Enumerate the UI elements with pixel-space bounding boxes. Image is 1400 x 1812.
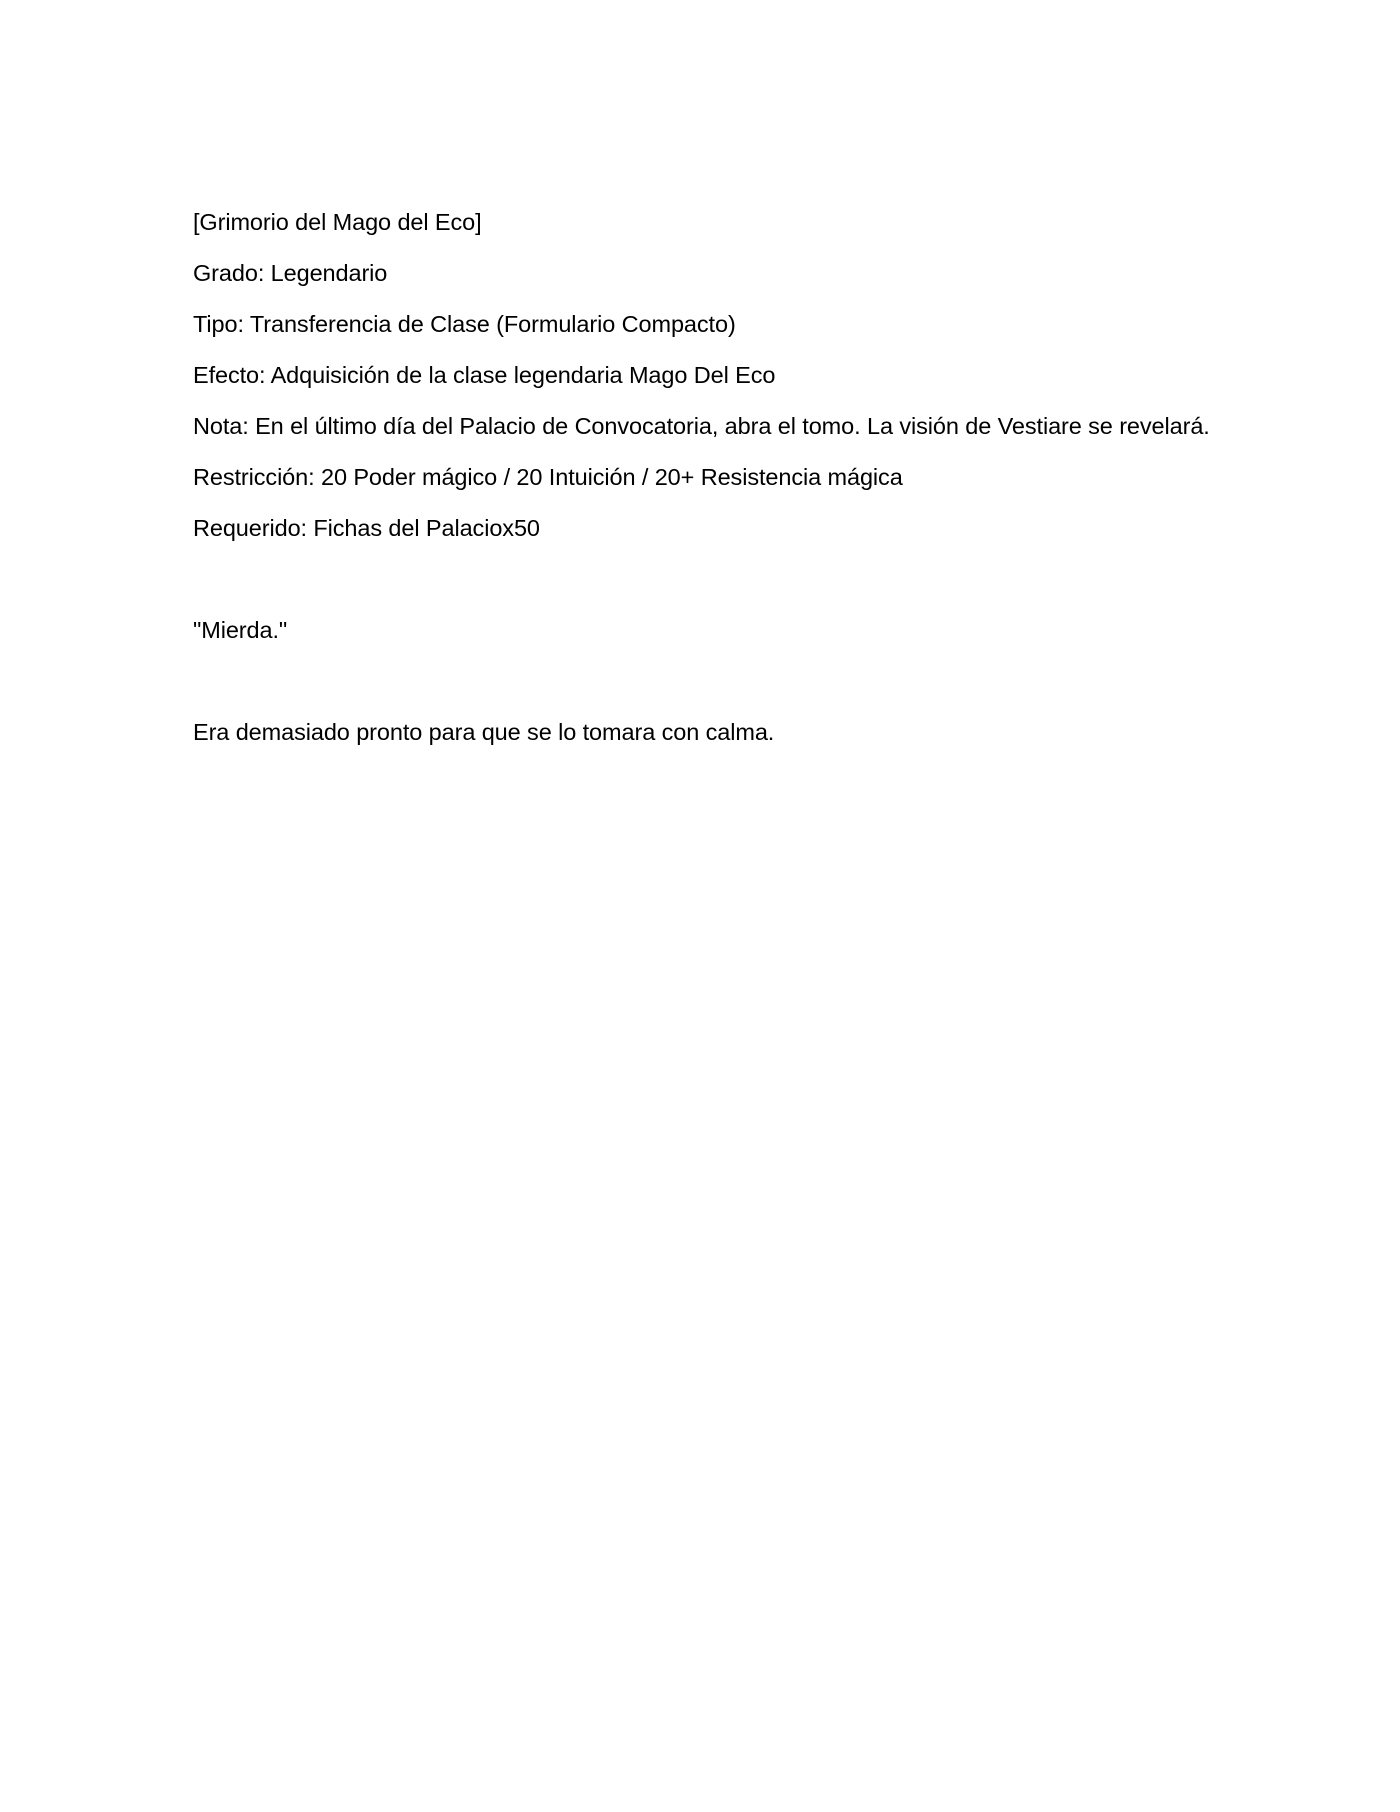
dialogue-quote: "Mierda." [193, 617, 288, 643]
item-required: Requerido: Fichas del Palaciox50 [193, 515, 540, 541]
item-type: Tipo: Transferencia de Clase (Formulario Compacto) [193, 311, 736, 337]
item-grade: Grado: Legendario [193, 260, 388, 286]
document-body [193, 208, 1293, 769]
narration-paragraph: Era demasiado pronto para que se lo tomara con calma. [193, 719, 775, 745]
item-restriction: Restricción: 20 Poder mágico / 20 Intuición / 20+ Resistencia mágica [193, 464, 903, 490]
item-note: Nota: En el último día del Palacio de Convocatoria, abra el tomo. La visión de Vestiare se revelará. [193, 413, 1210, 439]
item-title: [Grimorio del Mago del Eco] [193, 209, 482, 235]
item-effect: Efecto: Adquisición de la clase legendaria Mago Del Eco [193, 362, 776, 388]
